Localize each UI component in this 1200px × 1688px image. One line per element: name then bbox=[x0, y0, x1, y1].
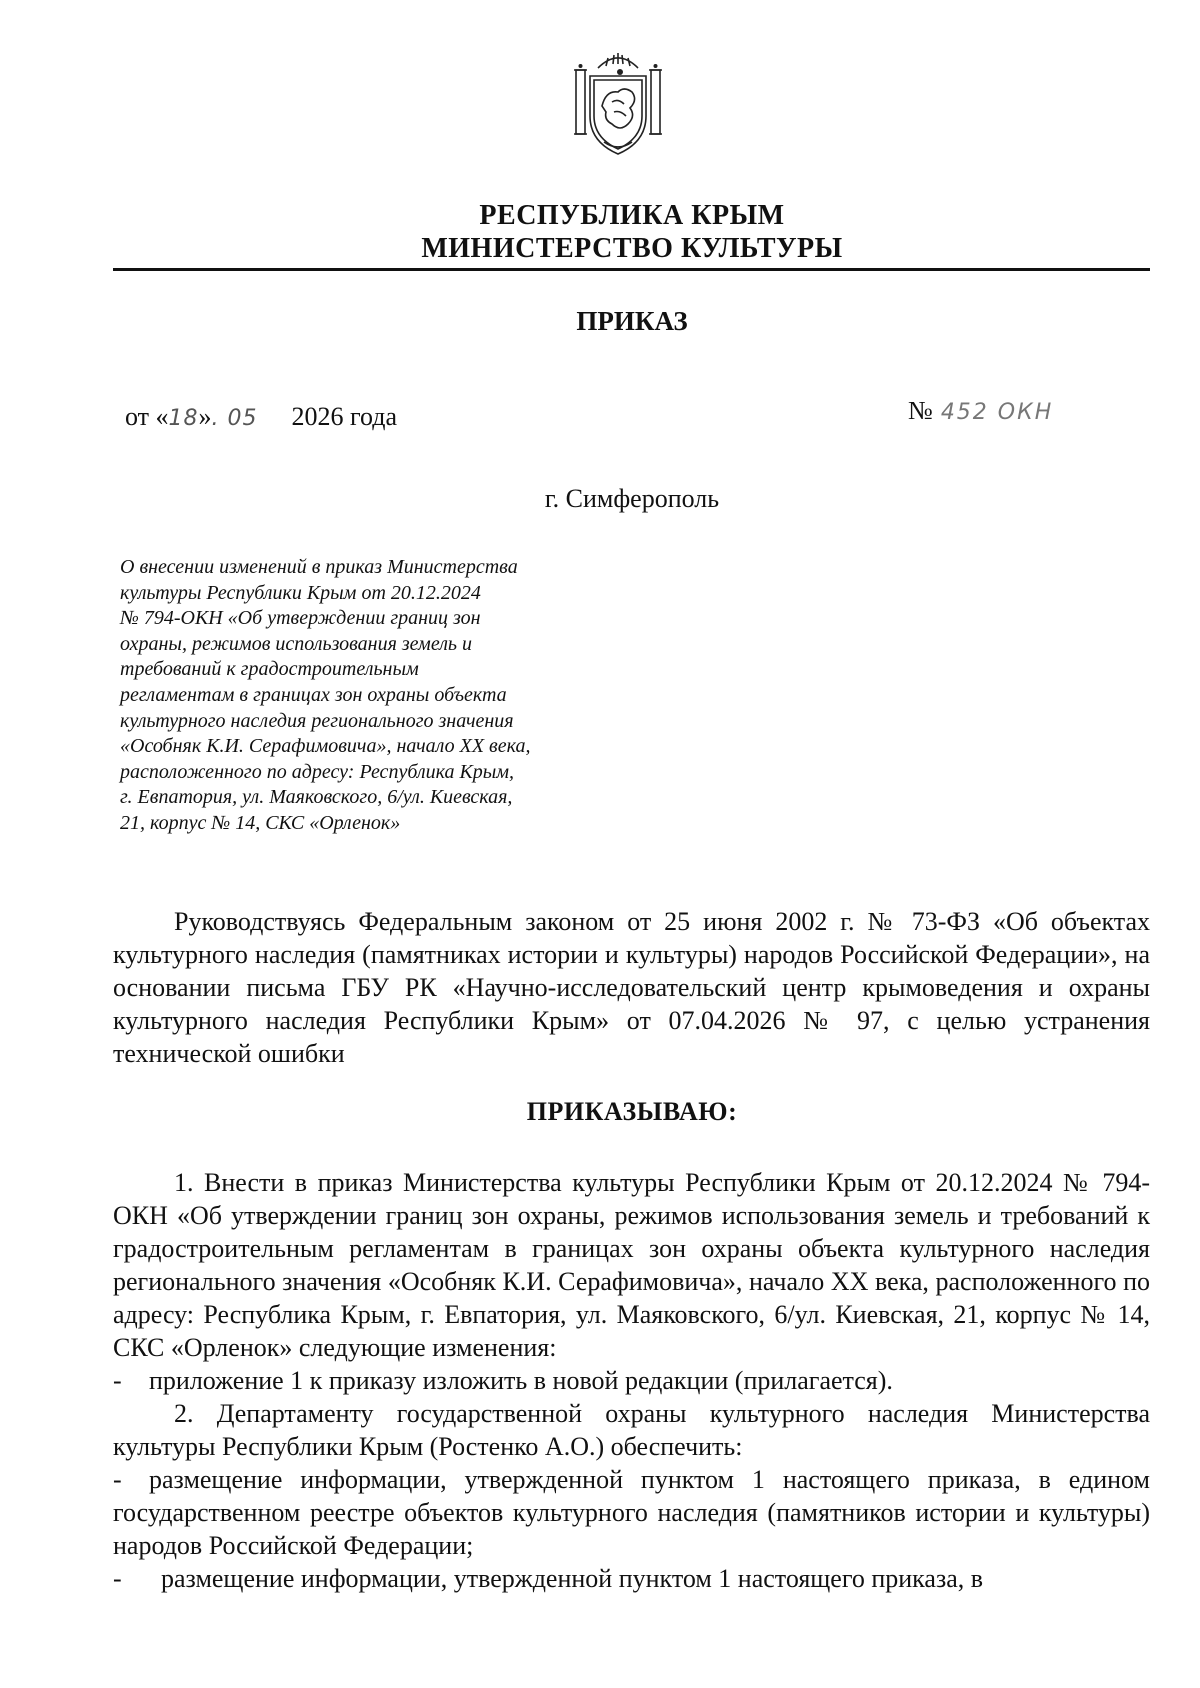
date-prefix: от « bbox=[125, 402, 169, 431]
header-divider bbox=[113, 268, 1150, 271]
preamble-paragraph: Руководствуясь Федеральным законом от 25 июня 2002 г. № 73-ФЗ «Об объектах культурного наследия (памятниках истории и культуры) народов Российской Федерации», на основании письма ГБУ РК «Научно-исследовательский центр крымоведения и охраны культурного наследия Республики Крым» от 07.04.2026 № 97, с целью устранения технической ошибки bbox=[113, 907, 1150, 1068]
order-items bbox=[113, 1166, 1150, 1595]
org-republic: РЕСПУБЛИКА КРЫМ bbox=[479, 200, 785, 231]
order-word: ПРИКАЗЫВАЮ: bbox=[526, 1097, 738, 1126]
item-2: 2. Департаменту государственной охраны культурного наследия Министерства культуры Республики Крым (Ростенко А.О.) обеспечить: bbox=[113, 1399, 1150, 1461]
dash-text: приложение 1 к приказу изложить в новой редакции (прилагается). bbox=[149, 1366, 893, 1395]
subject-line: культурного наследия регионального значения bbox=[120, 709, 514, 732]
subject-line: 21, корпус № 14, СКС «Орленок» bbox=[120, 811, 401, 834]
subject-line: охраны, режимов использования земель и bbox=[120, 632, 473, 655]
dash-marker: - bbox=[113, 1465, 122, 1494]
subject-line: регламентам в границах зон охраны объекта bbox=[120, 683, 507, 706]
item-1: 1. Внести в приказ Министерства культуры Республики Крым от 20.12.2024 № 794-ОКН «Об утверждении границ зон охраны, режимов использования земель и требований к градостроительным регламентам в границах зон охраны объекта культурного наследия регионального значения «Особняк К.И. Серафимовича», начало XX века, расположенного по адресу: Республика Крым, г. Евпатория, ул. Маяковского, 6/ул. Киевская, 21, корпус № 14, СКС «Орленок» следующие изменения: bbox=[113, 1168, 1150, 1362]
org-ministry: МИНИСТЕРСТВО КУЛЬТУРЫ bbox=[421, 233, 843, 264]
subject-line: г. Евпатория, ул. Маяковского, 6/ул. Киевская, bbox=[120, 786, 513, 809]
subject-line: «Особняк К.И. Серафимовича», начало XX века, bbox=[120, 735, 531, 758]
subject-line: требований к градостроительным bbox=[120, 658, 419, 681]
date-mid: » bbox=[198, 402, 212, 431]
subject-line: культуры Республики Крым от 20.12.2024 bbox=[120, 581, 481, 604]
document-title: ПРИКАЗ bbox=[576, 306, 688, 336]
date-month-handwritten: . 05 bbox=[211, 406, 258, 431]
city: г. Симферополь bbox=[544, 484, 720, 513]
dash-text: размещение информации, утвержденной пунктом 1 настоящего приказа, в bbox=[161, 1564, 984, 1593]
item-2-dash-1 bbox=[113, 1463, 1150, 1562]
number-prefix: № bbox=[908, 396, 933, 425]
date-year: 2026 года bbox=[291, 402, 398, 431]
subject-line: расположенного по адресу: Республика Крым, bbox=[120, 760, 515, 783]
dash-marker: - bbox=[113, 1366, 122, 1395]
subject-line: № 794-ОКН «Об утверждении границ зон bbox=[120, 607, 481, 630]
order-date bbox=[125, 402, 397, 432]
dash-text: размещение информации, утвержденной пунктом 1 настоящего приказа, в едином государственном реестре объектов культурного наследия (памятников истории и культуры) народов Российской Федерации; bbox=[113, 1465, 1150, 1560]
date-day-handwritten: 18 bbox=[168, 406, 199, 431]
dash-marker: - bbox=[113, 1564, 122, 1593]
item-2-dash-2 bbox=[113, 1562, 1150, 1595]
item-1-dash bbox=[113, 1364, 1150, 1397]
order-subject bbox=[120, 555, 628, 837]
order-number bbox=[908, 396, 1053, 426]
coat-of-arms-emblem bbox=[568, 46, 668, 158]
subject-line: О внесении изменений в приказ Министерства bbox=[120, 556, 518, 578]
number-handwritten: 452 ОКН bbox=[940, 400, 1054, 425]
